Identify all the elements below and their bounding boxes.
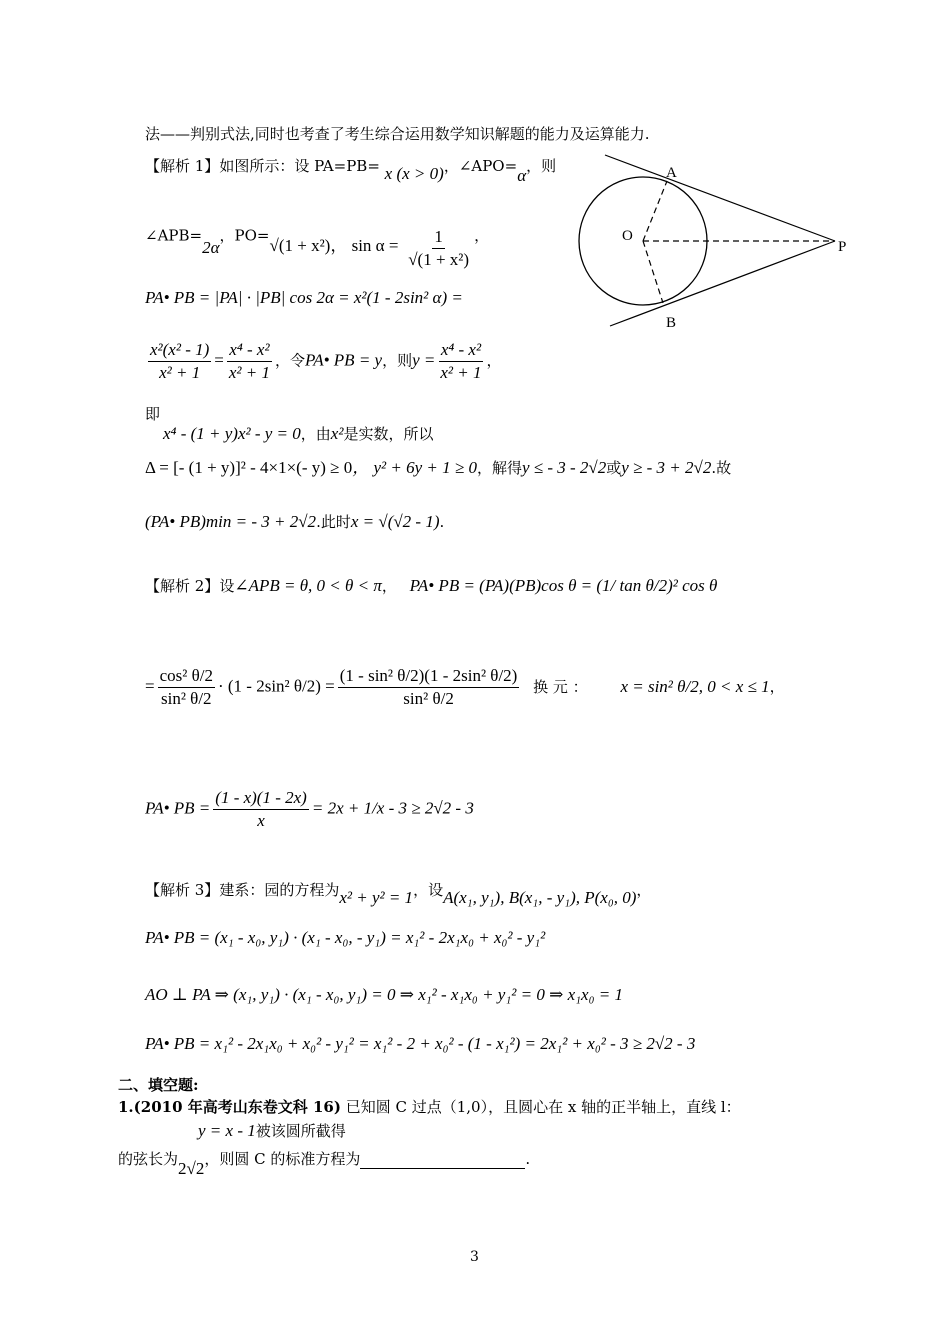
sol1-alpha: α bbox=[517, 166, 527, 185]
sol3-text: 建系：园的方程为 bbox=[219, 881, 340, 899]
sol3-points: A(x₁, y₁), B(x₁, - y₁), P(x₀, 0) bbox=[443, 888, 637, 907]
sol1-ji: 即 bbox=[145, 405, 161, 423]
sol1-x-cond: x (x > 0) bbox=[384, 164, 444, 183]
sol2-angle: ∠APB = θ, 0 < θ < π bbox=[234, 576, 382, 595]
sol2-frac-a-num: cos² θ/2 bbox=[158, 666, 215, 688]
sol1-sin-num: 1 bbox=[432, 227, 445, 249]
sol1-text2: ，∠APO= bbox=[443, 157, 518, 175]
sol1-shishu: 是实数，所以 bbox=[343, 425, 434, 443]
sol3-circle-eq: x² + y² = 1 bbox=[339, 888, 414, 907]
sol1-frac-c bbox=[438, 340, 483, 383]
sol2-line3-rhs: = 2x + 1/x - 3 ≥ 2√2 - 3 bbox=[311, 798, 474, 818]
q1-line1 bbox=[118, 1097, 741, 1117]
q1-line-eq: y = x - 1 bbox=[198, 1121, 256, 1140]
sol1-frac-c-num: x⁴ - x² bbox=[439, 340, 483, 362]
radius-oa bbox=[643, 181, 667, 241]
sol2-frac-a-den: sin² θ/2 bbox=[161, 689, 212, 708]
tangent-pa bbox=[605, 155, 835, 241]
sol1-ling: ，令 bbox=[275, 351, 306, 370]
sol1-gu: .故 bbox=[711, 459, 732, 477]
sol3-line1: 【解析 3】建系：园的方程为x² + y² = 1，设A(x₁, y₁), B(x₁, - y₁), P(x₀, 0)， bbox=[145, 881, 652, 907]
sol1-jiede: ，解得 bbox=[476, 459, 522, 477]
sol2-line3-lhs: PA• PB = bbox=[145, 798, 211, 818]
circle-tangent-figure bbox=[570, 150, 870, 340]
q1-num: 1. bbox=[118, 1098, 134, 1116]
intro-text: 法——判别式法,同时也考查了考生综合运用数学知识解题的能力及运算能力. bbox=[145, 125, 650, 143]
q1-line2 bbox=[198, 1121, 346, 1141]
q1-answer-blank[interactable] bbox=[360, 1152, 525, 1169]
sol3-l3: PA• PB = x₁² - 2x₁x₀ + x₀² - y₁² = x₁² - 2 + x₀² - (1 - x₁²) = 2x₁² + x₀² - 3 ≥ 2√2 - 3 bbox=[145, 1034, 696, 1053]
sol1-sol-a: y ≤ - 3 - 2√2 bbox=[521, 458, 607, 477]
sol1-y-eq: y = bbox=[412, 350, 436, 370]
sol1-line2: ∠APB=2α，PO=√(1 + x²)， sin α = $\frac{1}{\text{√(1 + x²)}}$ ， bbox=[145, 226, 490, 269]
sol1-frac-b-den: x² + 1 bbox=[228, 363, 270, 382]
sol1-frac-b bbox=[227, 340, 272, 383]
sol2-dot: PA• PB = (PA)(PB)cos θ = (1/ tan θ/2)² cos θ bbox=[409, 576, 718, 595]
q1-chord: 2√2 bbox=[178, 1159, 205, 1178]
sol1-huo: 或 bbox=[606, 459, 622, 477]
sol1-quartic: x⁴ - (1 + y)x² - y = 0 bbox=[163, 424, 301, 443]
sol1-label: 【解析 1】 bbox=[145, 157, 220, 175]
sol1-text3: ，则 bbox=[526, 157, 557, 175]
label-a: A bbox=[666, 165, 677, 181]
label-o: O bbox=[622, 228, 633, 244]
sol1-sin-den: √(1 + x²) bbox=[408, 250, 470, 269]
sol1-cishi: .此时 bbox=[316, 513, 351, 531]
q1-src: (2010 年高考山东卷文科 16) bbox=[133, 1098, 341, 1116]
sol2-frac-c-den: sin² θ/2 bbox=[403, 689, 454, 708]
sol1-sin-lhs: ， sin α = bbox=[330, 235, 399, 255]
sol1-line5 bbox=[145, 404, 433, 444]
q1-text3: 的弦长为 bbox=[118, 1150, 179, 1168]
sol3-l2: AO ⊥ PA ⇒ (x₁, y₁) · (x₁ - x₀, y₁) = 0 ⇒ x₁² - x₁x₀ + y₁² = 0 ⇒ x₁x₀ = 1 bbox=[145, 985, 623, 1004]
page-number: 3 bbox=[470, 1249, 479, 1265]
sol1-x2: x² bbox=[330, 424, 344, 443]
sol1-ze: ，则 bbox=[382, 351, 413, 370]
radius-ob bbox=[643, 241, 663, 303]
sol1-frac-a bbox=[148, 340, 211, 383]
q1-text4: ，则圆 C 的标准方程为 bbox=[204, 1150, 361, 1168]
q1-text: 已知圆 C 过点（1,0），且圆心在 x 轴的正半轴上，直线 l： bbox=[340, 1098, 741, 1116]
sol1-apb: ∠APB= bbox=[145, 226, 203, 245]
sol1-delta: Δ = [- (1 + y)]² - 4×1×(- y) ≥ 0 bbox=[145, 458, 353, 477]
sol1-dot-expr: PA• PB = |PA| · |PB| cos 2α = x²(1 - 2sin² α) = bbox=[145, 288, 463, 307]
sol1-po: ，PO= bbox=[219, 226, 270, 245]
sol1-frac-a-den: x² + 1 bbox=[159, 363, 201, 382]
label-b: B bbox=[666, 315, 677, 331]
sol2-comma: ， bbox=[381, 577, 397, 595]
sol2-huanyuan: 换 元 ： bbox=[533, 677, 588, 696]
label-p: P bbox=[838, 239, 847, 255]
sol2-line2: = $\frac{\text{cos² θ/2}}{\text{sin² θ/2}}$ · (1 - 2sin² θ/2) = $\frac{\text{(1 - sin² θ/2)(1 - 2sin² θ/2)}}{\text{sin² θ/2}}$ 换 元 ： x = sin² θ/2, 0 < x ≤ 1， bbox=[145, 666, 785, 708]
sol1-sol-b: y ≥ - 3 + 2√2 bbox=[621, 458, 712, 477]
sol1-frac-c-den: x² + 1 bbox=[440, 363, 482, 382]
sol1-line7 bbox=[145, 512, 444, 532]
sol1-end: . bbox=[439, 513, 445, 531]
sol2-line3 bbox=[145, 788, 474, 831]
sol1-sqrt: √(1 + x²) bbox=[269, 235, 331, 255]
q1-line3 bbox=[118, 1149, 531, 1178]
sol2-label: 【解析 2】 bbox=[145, 577, 220, 595]
sol1-text1: 如图所示：设 PA=PB= bbox=[219, 157, 380, 175]
sol1-ineq: ， y² + 6y + 1 ≥ 0 bbox=[352, 458, 477, 477]
sol2-line3-frac bbox=[213, 788, 309, 831]
sol1-frac-a-num: x²(x² - 1) bbox=[148, 340, 211, 362]
sol2-sub: x = sin² θ/2, 0 < x ≤ 1 bbox=[620, 676, 770, 696]
sol1-two-alpha: 2α bbox=[202, 237, 220, 257]
sol1-frac-b-num: x⁴ - x² bbox=[227, 340, 271, 362]
sol2-she: 设 bbox=[219, 577, 235, 595]
sol3-label: 【解析 3】 bbox=[145, 881, 220, 899]
sol1-line4: $\frac{\text{x²(x² - 1)}}{\text{x² + 1}}$ = $\frac{\text{x⁴ - x²}}{\text{x² + 1}}$ ，令PA• PB = y，则y = $\frac{\text{x⁴ - x²}}{\text{x² + 1}}$ ， bbox=[150, 340, 502, 382]
sol1-line6 bbox=[145, 458, 731, 478]
sol2-line1 bbox=[145, 576, 717, 596]
tangent-pb bbox=[610, 241, 835, 326]
sol1-line1 bbox=[145, 156, 557, 185]
sol1-you: ，由 bbox=[300, 425, 331, 443]
sol2-line3-den: x bbox=[257, 811, 265, 830]
sol2-frac-a bbox=[158, 666, 215, 709]
sol2-line2-b: · (1 - 2sin² θ/2) = bbox=[217, 676, 335, 696]
q1-end: . bbox=[525, 1150, 531, 1168]
sol2-frac-c-num: (1 - sin² θ/2)(1 - 2sin² θ/2) bbox=[338, 666, 520, 688]
sol2-frac-c bbox=[338, 666, 520, 709]
sol1-sin-frac bbox=[406, 227, 471, 270]
sol3-l1: PA• PB = (x₁ - x₀, y₁) · (x₁ - x₀, - y₁) = x₁² - 2x₁x₀ + x₀² - y₁² bbox=[145, 928, 546, 947]
sol1-xval: x = √(√2 - 1) bbox=[350, 512, 440, 531]
sol1-min: (PA• PB)min = - 3 + 2√2 bbox=[145, 512, 317, 531]
q1-text2: 被该圆所截得 bbox=[255, 1122, 346, 1140]
sol1-set-y: PA• PB = y bbox=[305, 350, 383, 370]
section2-heading: 二、填空题: bbox=[118, 1076, 199, 1094]
sol2-line3-num: (1 - x)(1 - 2x) bbox=[213, 788, 309, 810]
sol3-she: ，设 bbox=[413, 881, 444, 899]
